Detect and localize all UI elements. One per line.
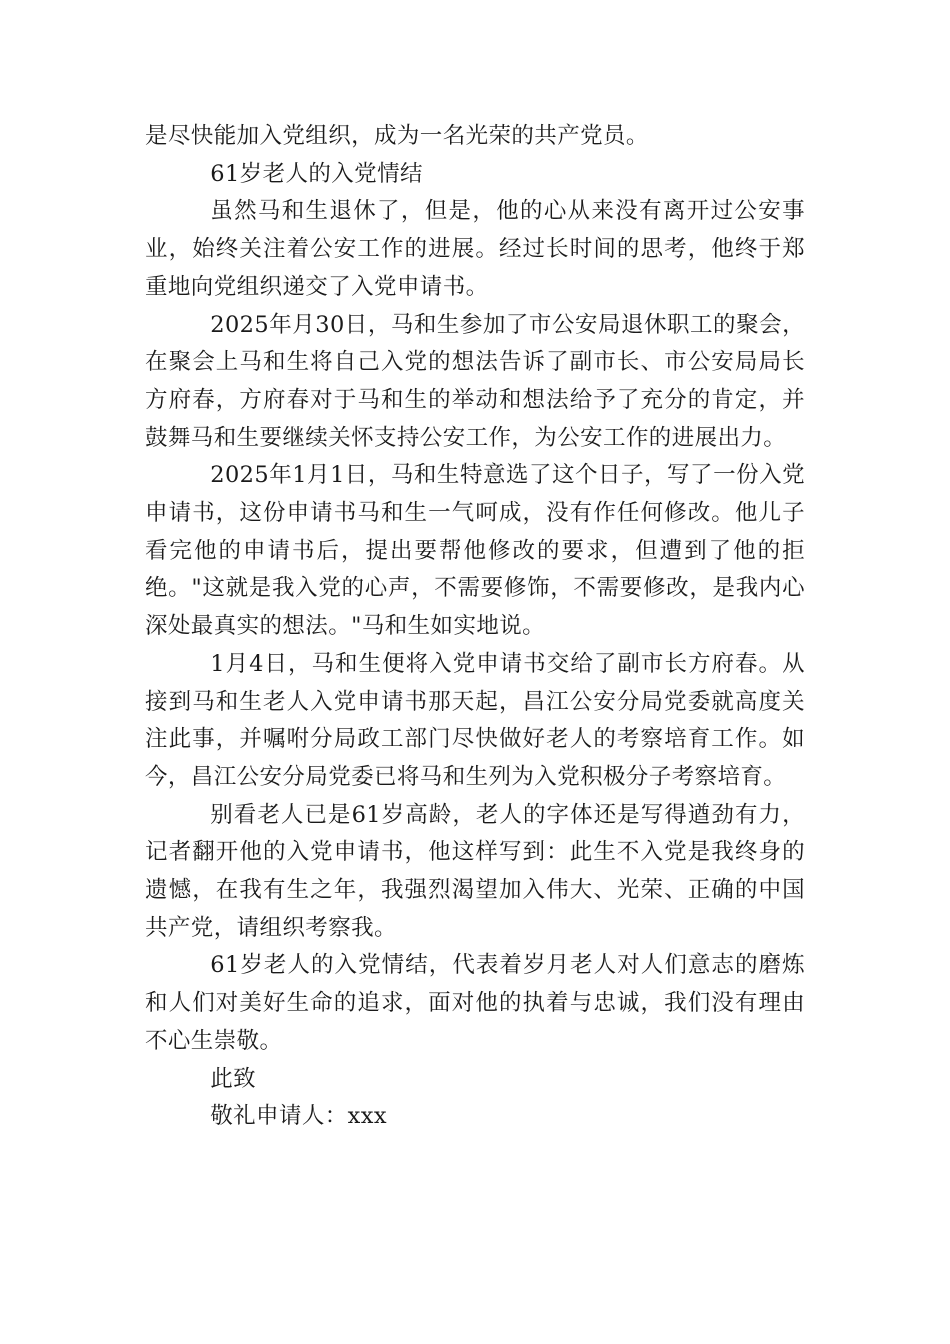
paragraph: 是尽快能加入党组织，成为一名光荣的共产党员。 [145, 123, 649, 149]
paragraph: 2025年1月1日，马和生特意选了这个日子，写了一份入党申请书，这份申请书马和生一气呵成，没有作任何修改。他儿子看完他的申请书后，提出要帮他修改的要求，但遭到了他的拒绝。"这就是我入党的心声，不需要修饰，不需要修改，是我内心深处最真实的想法。"马和生如实地说。 [145, 462, 805, 640]
section-heading: 61岁老人的入党情结 [210, 160, 423, 187]
paragraph: 1月4日，马和生便将入党申请书交给了副市长方府春。从接到马和生老人入党申请书那天起，昌江公安分局党委就高度关注此事，并嘱咐分局政工部门尽快做好老人的考察培育工作。如今，昌江公安分局党委已将马和生列为入党积极分子考察培育。 [145, 650, 805, 790]
paragraph: 虽然马和生退休了，但是，他的心从来没有离开过公安事业，始终关注着公安工作的进展。经过长时间的思考，他终于郑重地向党组织递交了入党申请书。 [145, 198, 805, 300]
paragraph: 61岁老人的入党情结，代表着岁月老人对人们意志的磨炼和人们对美好生命的追求，面对他的执着与忠诚，我们没有理由不心生崇敬。 [145, 952, 805, 1054]
paragraph: 2025年月30日，马和生参加了市公安局退休职工的聚会，在聚会上马和生将自己入党的想法告诉了副市长、市公安局局长方府春，方府春对于马和生的举动和想法给予了充分的肯定，并鼓舞马和生要继续关怀支持公安工作，为公安工作的进展出力。 [145, 311, 805, 451]
signature-line: 敬礼申请人：xxx [210, 1103, 387, 1130]
paragraph: 别看老人已是61岁高龄，老人的字体还是写得遒劲有力，记者翻开他的入党申请书，他这样写到：此生不入党是我终身的遗憾，在我有生之年，我强烈渴望加入伟大、光荣、正确的中国共产党，请组织考察我。 [145, 801, 805, 941]
closing-salutation: 此致 [210, 1065, 257, 1092]
document-body [145, 118, 805, 1136]
